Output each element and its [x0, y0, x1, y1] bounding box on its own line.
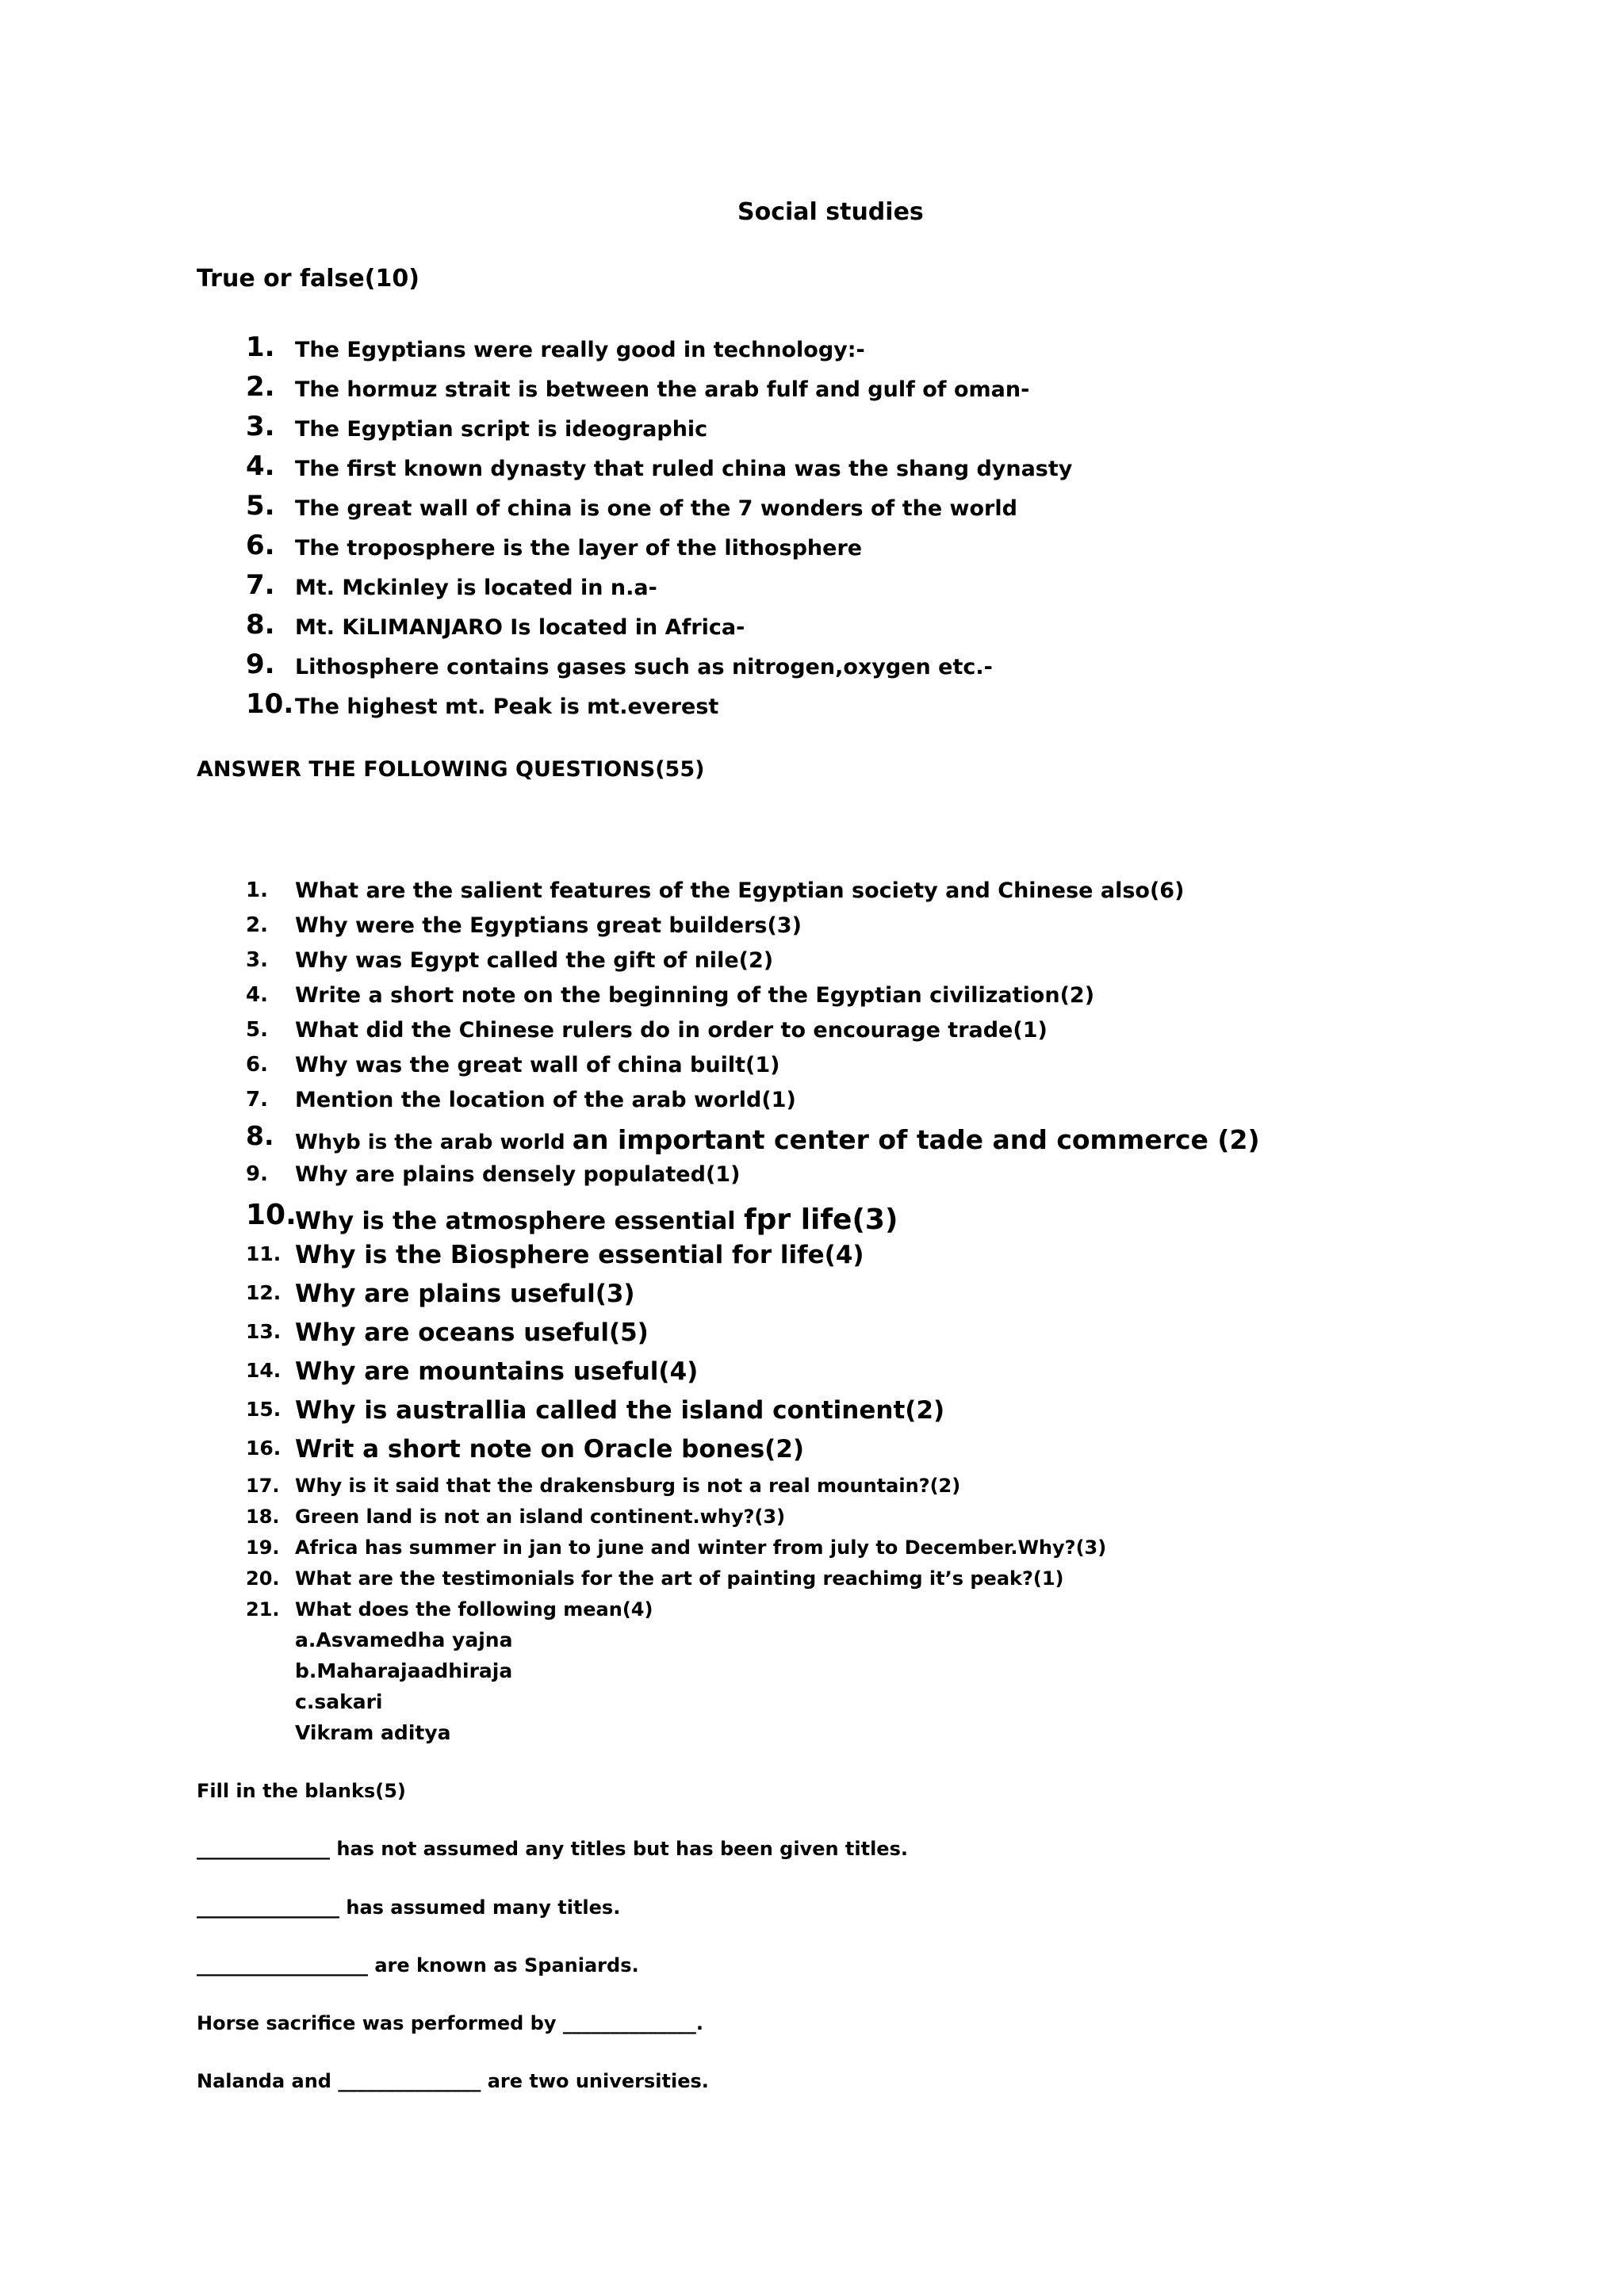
question-text: [295, 1357, 698, 1386]
question-text-part: Green land is not an island continent.why?(3): [295, 1506, 786, 1528]
item-number: 2.: [246, 371, 275, 403]
question-number: 10.: [246, 1199, 297, 1231]
item-text: The first known dynasty that ruled china was the shang dynasty: [295, 457, 1073, 481]
item-number: 5.: [246, 490, 275, 522]
question-number: 15.: [246, 1398, 282, 1421]
question-text: [295, 1203, 898, 1236]
question-text-part: Why are plains densely populated(1): [295, 1162, 741, 1187]
question-number: 21.: [246, 1598, 280, 1621]
item-number: 10.: [246, 688, 294, 720]
item-text: The troposphere is the layer of the lithosphere: [295, 536, 863, 561]
item-text: The highest mt. Peak is mt.everest: [295, 695, 719, 719]
question-text-part: What are the salient features of the Egyptian society and Chinese also(6): [295, 878, 1185, 903]
item-number: 3.: [246, 411, 275, 442]
question-number: 9.: [246, 1162, 268, 1186]
sub-item: b.Maharajaadhiraja: [295, 1659, 513, 1682]
question-number: 11.: [246, 1242, 282, 1265]
question-number: 18.: [246, 1506, 280, 1528]
question-text-part: Why was Egypt called the gift of nile(2): [295, 948, 774, 973]
true-false-item: [0, 649, 1624, 688]
question-number: 12.: [246, 1281, 282, 1304]
question-number: 20.: [246, 1567, 280, 1590]
item-text: The Egyptians were really good in technology:-: [295, 338, 865, 362]
answer-questions-heading: ANSWER THE FOLLOWING QUESTIONS(55): [197, 757, 705, 782]
item-text: The hormuz strait is between the arab fulf and gulf of oman-: [295, 377, 1030, 402]
item-number: 6.: [246, 530, 275, 561]
question-text: [295, 983, 1094, 1008]
question-number: 8.: [246, 1120, 274, 1151]
true-false-item: [0, 411, 1624, 450]
question-text-part: Why is it said that the drakensburg is not a real mountain?(2): [295, 1475, 961, 1497]
question-text: [295, 1241, 864, 1269]
question-text-part: Why is australlia called the island continent(2): [295, 1396, 945, 1425]
item-text: Mt. KiLIMANJARO Is located in Africa-: [295, 615, 745, 640]
item-text: Lithosphere contains gases such as nitrogen,oxygen etc.-: [295, 655, 993, 679]
question-text-large-part: an important center of tade and commerce (2): [572, 1124, 1260, 1155]
question-text-part: Why is the atmosphere essential: [295, 1207, 744, 1235]
question-number: 14.: [246, 1359, 282, 1382]
question-number: 6.: [246, 1053, 268, 1077]
item-number: 9.: [246, 649, 275, 680]
question-text-part: Whyb is the arab world: [295, 1131, 573, 1154]
question-text-part: Why were the Egyptians great builders(3): [295, 913, 802, 938]
fill-blank-item: Nalanda and _______________ are two universities.: [197, 2070, 709, 2092]
fill-blank-item: Horse sacrifice was performed by ______________.: [197, 2012, 703, 2034]
question-text: [295, 878, 1184, 903]
true-false-item: [0, 450, 1624, 490]
question-text: [295, 1318, 649, 1347]
fill-blank-item: _______________ has assumed many titles.: [197, 1896, 621, 1919]
question-text-part: Why is the Biosphere essential for life(4): [295, 1241, 864, 1269]
item-text: Mt. Mckinley is located in n.a-: [295, 576, 657, 600]
question-text: [295, 948, 773, 973]
question-text: [295, 1506, 785, 1528]
question-text: [295, 1475, 960, 1497]
item-text: The Egyptian script is ideographic: [295, 417, 708, 442]
fill-blanks-heading: Fill in the blanks(5): [197, 1780, 406, 1802]
true-false-item: [0, 609, 1624, 649]
true-false-item: [0, 371, 1624, 411]
question-text-part: What did the Chinese rulers do in order to encourage trade(1): [295, 1018, 1048, 1043]
true-false-heading: True or false(10): [197, 265, 419, 293]
question-text: [295, 1162, 740, 1187]
question-number: 17.: [246, 1475, 280, 1497]
question-text-part: Writ a short note on Oracle bones(2): [295, 1435, 805, 1464]
item-number: 8.: [246, 609, 275, 641]
sub-item: c.sakari: [295, 1690, 383, 1713]
question-text-part: Mention the location of the arab world(1): [295, 1088, 796, 1112]
question-text: [295, 1396, 944, 1425]
question-text-part: Why are oceans useful(5): [295, 1318, 649, 1347]
question-text-part: What are the testimonials for the art of painting reachimg it’s peak?(1): [295, 1567, 1064, 1590]
question-text-part: Why was the great wall of china built(1): [295, 1053, 780, 1077]
question-text: [295, 1018, 1048, 1043]
question-text: [295, 1053, 779, 1077]
question-number: 16.: [246, 1437, 282, 1460]
fill-blank-item: ______________ has not assumed any titles but has been given titles.: [197, 1838, 908, 1860]
question-text-part: Africa has summer in jan to june and winter from july to December.Why?(3): [295, 1536, 1107, 1559]
question-text-part: Why are plains useful(3): [295, 1280, 635, 1308]
question-text: [295, 1598, 653, 1621]
page-title: Social studies: [737, 198, 924, 226]
question-text: [295, 1435, 804, 1464]
fill-blank-item: __________________ are known as Spaniards.: [197, 1954, 639, 1976]
question-text-part: What does the following mean(4): [295, 1598, 653, 1621]
item-number: 7.: [246, 569, 275, 601]
true-false-item: [0, 490, 1624, 530]
question-number: 13.: [246, 1320, 282, 1343]
question-number: 2.: [246, 913, 268, 937]
item-text: The great wall of china is one of the 7 wonders of the world: [295, 496, 1017, 521]
true-false-item: [0, 688, 1624, 728]
question-text-large-part: fpr life(3): [743, 1203, 898, 1236]
question-text-part: Why are mountains useful(4): [295, 1357, 699, 1386]
question-number: 7.: [246, 1088, 268, 1112]
question-number: 4.: [246, 983, 268, 1007]
true-false-item: [0, 530, 1624, 569]
true-false-item: [0, 331, 1624, 371]
question-text: [295, 1536, 1106, 1559]
question-text: [295, 913, 802, 938]
sub-item: Vikram aditya: [295, 1721, 451, 1744]
question-text: [295, 1280, 635, 1308]
question-number: 1.: [246, 878, 268, 902]
question-number: 5.: [246, 1018, 268, 1042]
question-number: 19.: [246, 1536, 280, 1559]
question-text-part: Write a short note on the beginning of the Egyptian civilization(2): [295, 983, 1095, 1008]
question-text: [295, 1124, 1260, 1155]
question-text: [295, 1567, 1064, 1590]
question-text: [295, 1088, 796, 1112]
question-number: 3.: [246, 948, 268, 972]
sub-item: a.Asvamedha yajna: [295, 1628, 513, 1651]
item-number: 1.: [246, 331, 275, 363]
item-number: 4.: [246, 450, 275, 482]
true-false-item: [0, 569, 1624, 609]
